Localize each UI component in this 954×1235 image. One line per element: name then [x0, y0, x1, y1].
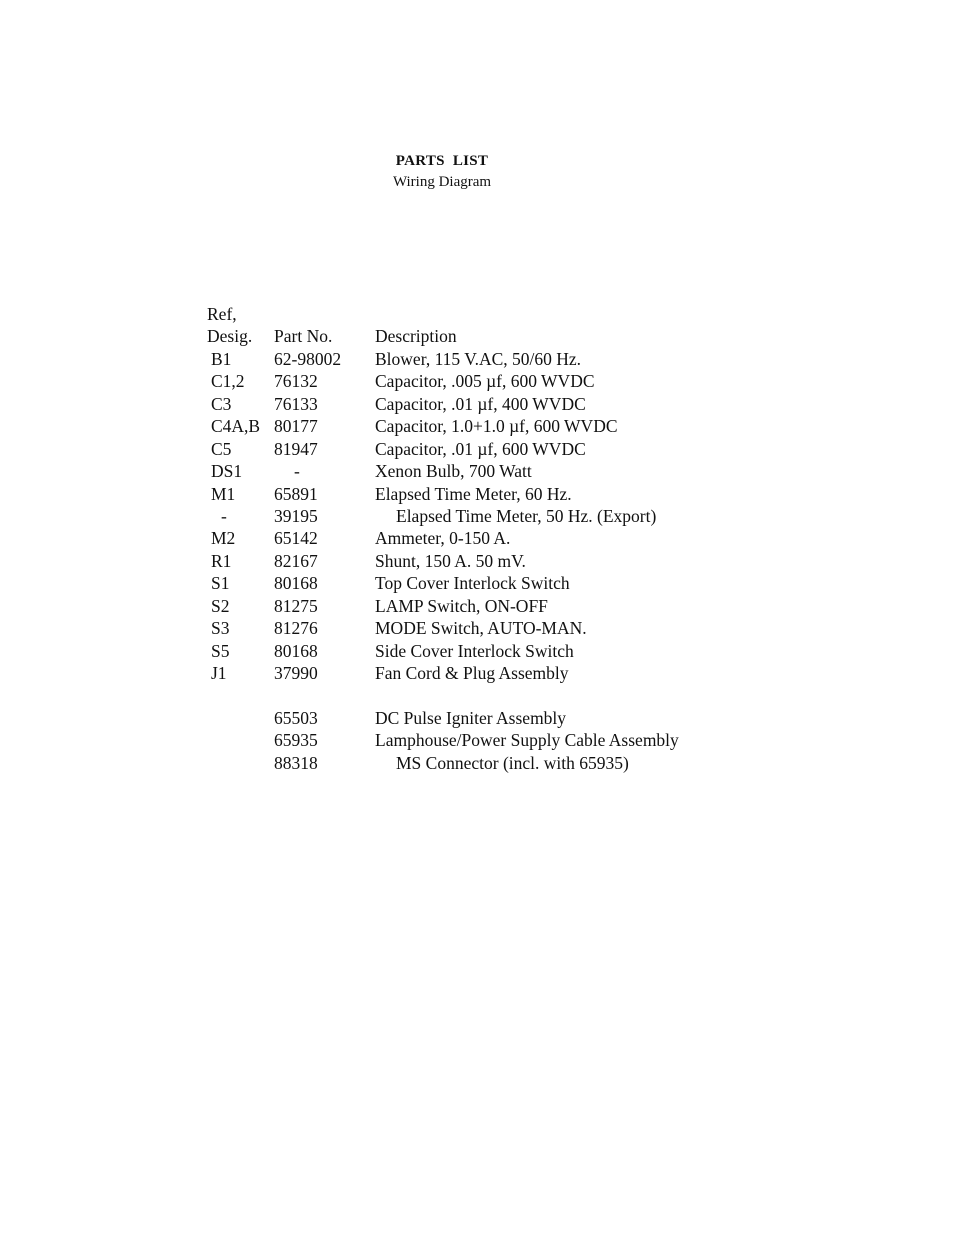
part-number: 39195: [274, 505, 318, 526]
part-number: 65503: [274, 707, 318, 728]
part-number: 81275: [274, 595, 318, 616]
ref-desig: -: [221, 505, 227, 526]
ref-desig: M1: [211, 483, 236, 504]
part-description: Xenon Bulb, 700 Watt: [375, 461, 532, 482]
part-description: Capacitor, .01 µf, 400 WVDC: [375, 393, 586, 414]
part-description: Blower, 115 V.AC, 50/60 Hz.: [375, 348, 582, 369]
part-number: 65142: [274, 528, 318, 549]
part-number: 81276: [274, 618, 318, 639]
part-number: 80168: [274, 573, 318, 594]
header-ref: Ref,: [207, 304, 237, 324]
part-number: -: [294, 461, 300, 482]
part-number: 76132: [274, 371, 318, 392]
part-description: Top Cover Interlock Switch: [375, 573, 570, 594]
part-description: Side Cover Interlock Switch: [375, 640, 574, 661]
part-description: Elapsed Time Meter, 60 Hz.: [375, 483, 572, 504]
part-description: Capacitor, .01 µf, 600 WVDC: [375, 438, 586, 459]
part-description: Fan Cord & Plug Assembly: [375, 663, 569, 683]
ref-desig: C3: [211, 393, 232, 414]
part-number: 37990: [274, 663, 318, 683]
page-title: PARTS LIST: [395, 153, 489, 169]
part-number: 76133: [274, 393, 318, 414]
part-number: 62-98002: [274, 348, 342, 369]
part-number: 65935: [274, 730, 318, 751]
header-description: Description: [375, 326, 457, 347]
part-description: DC Pulse Igniter Assembly: [375, 707, 567, 728]
part-number: 81947: [274, 438, 318, 459]
ref-desig: S1: [211, 573, 230, 594]
page-heading: [0, 151, 884, 192]
ref-desig: J1: [211, 663, 227, 683]
part-description: Shunt, 150 A. 50 mV.: [375, 550, 526, 571]
part-description: Ammeter, 0-150 A.: [375, 528, 511, 549]
part-description: LAMP Switch, ON-OFF: [375, 595, 548, 616]
part-number: 88318: [274, 752, 318, 773]
part-description: MS Connector (incl. with 65935): [396, 752, 629, 773]
header-part-no: Part No.: [274, 326, 333, 347]
ref-desig: B1: [211, 348, 232, 369]
ref-desig: C5: [211, 438, 232, 459]
ref-desig: S5: [211, 640, 230, 661]
header-desig: Desig.: [207, 326, 253, 347]
part-number: 80177: [274, 416, 318, 437]
ref-desig: R1: [211, 550, 232, 571]
part-description: Capacitor, .005 µf, 600 WVDC: [375, 371, 595, 392]
part-number: 65891: [274, 483, 318, 504]
part-number: 82167: [274, 550, 318, 571]
part-description: Elapsed Time Meter, 50 Hz. (Export): [396, 505, 657, 526]
part-number: 80168: [274, 640, 318, 661]
ref-desig: S3: [211, 618, 230, 639]
part-description: MODE Switch, AUTO-MAN.: [375, 618, 587, 639]
ref-desig: S2: [211, 595, 230, 616]
ref-desig: C4A,B: [211, 416, 261, 437]
part-description: Lamphouse/Power Supply Cable Assembly: [375, 730, 679, 751]
page-subtitle: Wiring Diagram: [392, 174, 492, 190]
ref-desig: DS1: [211, 461, 243, 482]
ref-desig: C1,2: [211, 371, 245, 392]
part-description: Capacitor, 1.0+1.0 µf, 600 WVDC: [375, 416, 618, 437]
ref-desig: M2: [211, 528, 236, 549]
